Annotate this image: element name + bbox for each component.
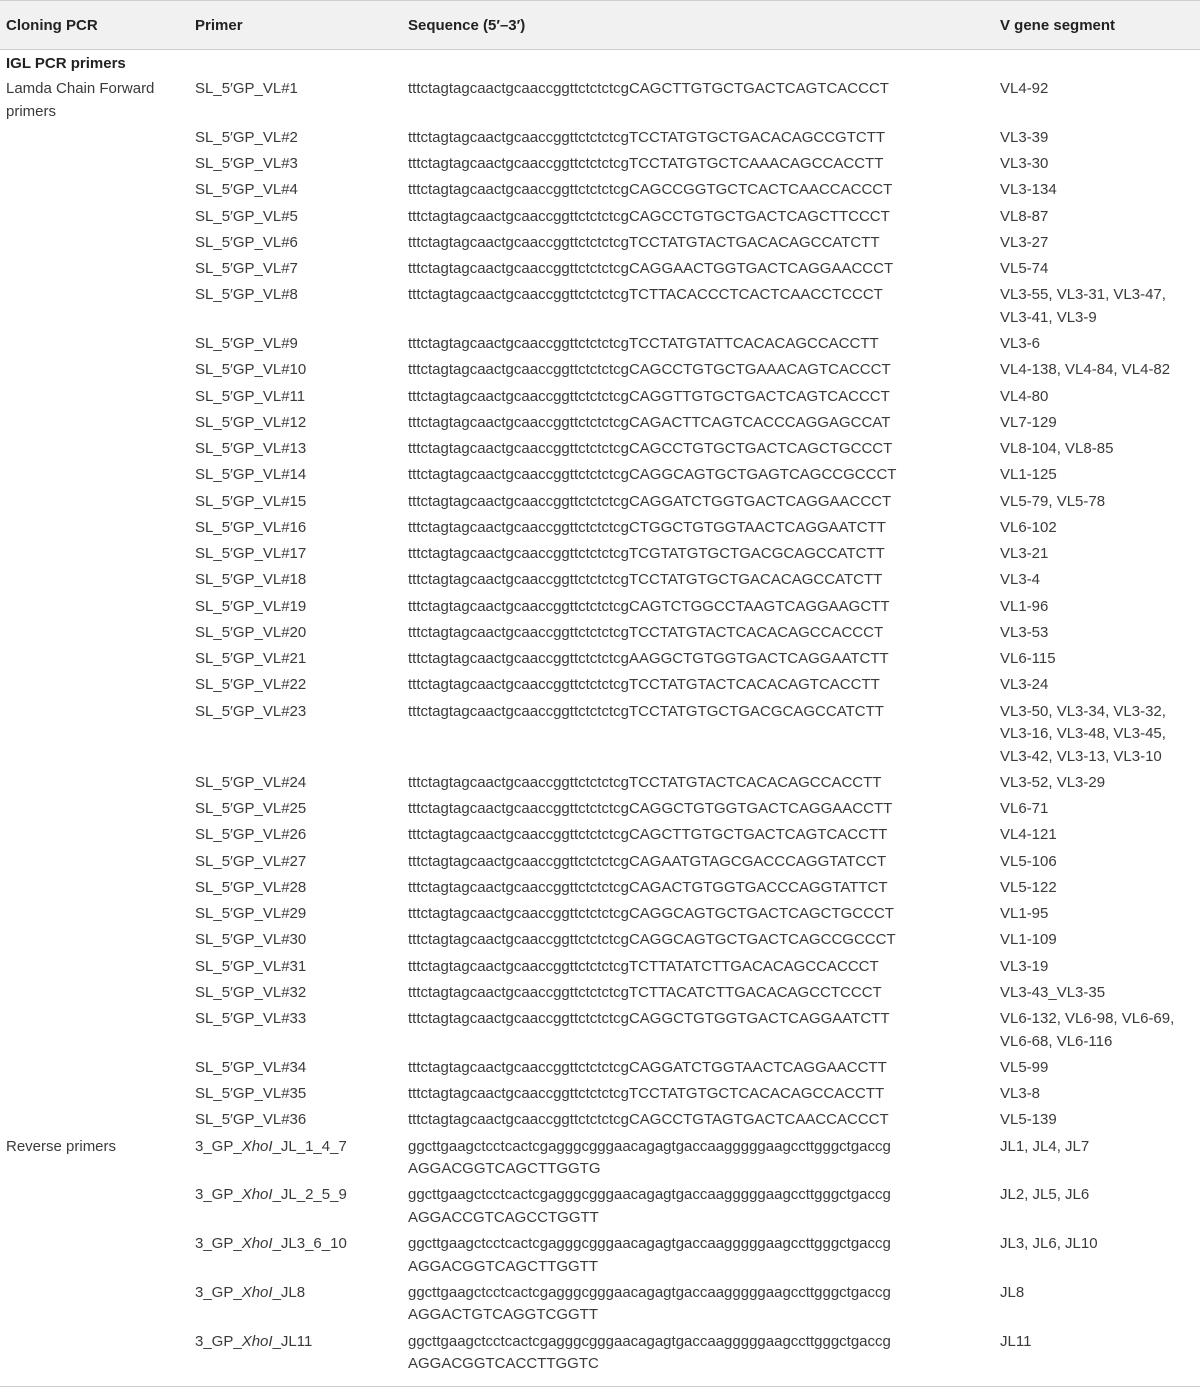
row-primer-name: SL_5′GP_VL#30 [195, 931, 307, 949]
row-primer-name: SL_5′GP_VL#32 [195, 983, 307, 1001]
row-v-gene-segment: VL5-99 [1000, 1058, 1049, 1076]
row-v-gene-segment: VL1-95 [1000, 905, 1049, 922]
row-v-gene-segment: VL1-109 [1000, 931, 1057, 949]
row-sequence: tttctagtagcaactgcaaccggttctctctcgTCGTATGTGCTGACGCAGCCATCTT [408, 545, 885, 562]
row-sequence: tttctagtagcaactgcaaccggttctctctcgTCCTATGTACTGACACAGCCATCTT [408, 233, 880, 251]
row-sequence: tttctagtagcaactgcaaccggttctctctcgCAGGAACTGGTGACTCAGGAACCCT [408, 260, 894, 277]
row-sequence: tttctagtagcaactgcaaccggttctctctcgTCCTATGTACTCACACAGCCACCTT [408, 773, 882, 791]
row-sequence: tttctagtagcaactgcaaccggttctctctcgTCCTATGTGCTCACACAGCCACCTT [408, 1085, 885, 1102]
row-sequence: tttctagtagcaactgcaaccggttctctctcgTCTTATATCTTGACACAGCCACCCT [408, 957, 879, 975]
row-sequence: tttctagtagcaactgcaaccggttctctctcgTCCTATGTATTCACACAGCCACCTT [408, 335, 879, 352]
row-v-gene-segment: VL5-79, VL5-78 [1000, 492, 1106, 510]
row-sequence: tttctagtagcaactgcaaccggttctctctcgCAGGCAGTGCTGAGTCAGCCGCCCT [408, 466, 897, 484]
row-primer-name: SL_5′GP_VL#31 [195, 957, 307, 975]
row-v-gene-segment: VL3-43_VL3-35 [1000, 983, 1106, 1001]
row-sequence: tttctagtagcaactgcaaccggttctctctcgTCCTATGTGCTGACACAGCCGTCTT [408, 128, 886, 146]
row-v-gene-segment: VL8-104, VL8-85 [1000, 440, 1114, 457]
row-v-gene-segment: VL3-30 [1000, 155, 1049, 172]
row-sequence: tttctagtagcaactgcaaccggttctctctcgTCCTATGTACTCACACAGCCACCCT [408, 623, 884, 641]
row-sequence: tttctagtagcaactgcaaccggttctctctcgCAGGCTGTGGTGACTCAGGAATCTT [408, 1010, 890, 1027]
row-v-gene-segment: VL1-96 [1000, 597, 1049, 615]
header-cloning-pcr: Cloning PCR [6, 17, 98, 34]
row-sequence: tttctagtagcaactgcaaccggttctctctcgTCCTATGTGCTCAAACAGCCACCTT [408, 155, 884, 172]
row-v-gene-segment: VL5-106 [1000, 852, 1057, 870]
row-v-gene-segment: VL3-39 [1000, 128, 1049, 146]
header-v-gene-segment: V gene segment [1000, 17, 1116, 34]
row-primer-name: SL_5′GP_VL#4 [195, 181, 298, 199]
row-primer-name: SL_5′GP_VL#2 [195, 128, 298, 146]
row-sequence: tttctagtagcaactgcaaccggttctctctcgCAGGCTGTGGTGACTCAGGAACCTT [408, 800, 893, 817]
row-sequence: tttctagtagcaactgcaaccggttctctctcgCAGACTGTGGTGACCCAGGTATTCT [408, 878, 888, 896]
row-v-gene-segment: VL7-129 [1000, 413, 1057, 431]
row-v-gene-segment: VL6-102 [1000, 518, 1057, 536]
row-v-gene-segment: JL3, JL6, JL10 [1000, 1235, 1098, 1252]
row-v-gene-segment: JL2, JL5, JL6 [1000, 1186, 1090, 1204]
row-v-gene-segment: VL3-8 [1000, 1085, 1041, 1102]
row-primer-name: SL_5′GP_VL#19 [195, 597, 307, 615]
row-group-label: Reverse primers [6, 1137, 117, 1155]
row-sequence: tttctagtagcaactgcaaccggttctctctcgCAGCTTGTGCTGACTCAGTCACCTT [408, 826, 888, 844]
row-primer-name: SL_5′GP_VL#11 [195, 387, 306, 405]
row-primer-name: SL_5′GP_VL#10 [195, 361, 307, 379]
table-header [0, 0, 1200, 50]
bottom-rule [0, 1386, 1200, 1387]
row-primer-name: SL_5′GP_VL#33 [195, 1010, 307, 1027]
row-primer-name: SL_5′GP_VL#14 [195, 466, 307, 484]
row-v-gene-segment: VL3-50, VL3-34, VL3-32, VL3-16, VL3-48, VL3-45, VL3-42, VL3-13, VL3-10 [1000, 702, 1166, 765]
row-sequence: tttctagtagcaactgcaaccggttctctctcgCAGAATGTAGCGACCCAGGTATCCT [408, 852, 887, 870]
row-v-gene-segment: VL6-132, VL6-98, VL6-69, VL6-68, VL6-116 [1000, 1010, 1175, 1050]
row-sequence: tttctagtagcaactgcaaccggttctctctcgTCCTATGTGCTGACGCAGCCATCTT [408, 702, 884, 720]
row-sequence: tttctagtagcaactgcaaccggttctctctcgCAGGCAGTGCTGACTCAGCCGCCCT [408, 931, 896, 949]
row-primer-name: SL_5′GP_VL#1 [195, 80, 298, 97]
row-sequence: ggcttgaagctcctcactcgagggcgggaacagagtgaccaagggggaagccttgggctgaccg AGGACGGTCAGCTTGGTG [408, 1137, 891, 1177]
section-title: IGL PCR primers [6, 55, 126, 72]
row-group-label: Lamda Chain Forward primers [6, 80, 155, 120]
row-v-gene-segment: VL4-92 [1000, 80, 1049, 97]
row-primer-name: 3_GP_XhoI_JL_1_4_7 [195, 1137, 347, 1155]
row-primer-name: SL_5′GP_VL#12 [195, 413, 307, 431]
row-v-gene-segment: JL1, JL4, JL7 [1000, 1137, 1090, 1155]
row-v-gene-segment: VL6-71 [1000, 800, 1049, 817]
row-primer-name: SL_5′GP_VL#24 [195, 773, 307, 791]
row-sequence: tttctagtagcaactgcaaccggttctctctcgCAGGCAGTGCTGACTCAGCTGCCCT [408, 905, 894, 922]
row-v-gene-segment: VL5-122 [1000, 878, 1057, 896]
row-v-gene-segment: VL8-87 [1000, 207, 1049, 225]
row-primer-name: SL_5′GP_VL#21 [195, 650, 307, 667]
row-v-gene-segment: VL5-74 [1000, 260, 1049, 277]
row-sequence: tttctagtagcaactgcaaccggttctctctcgCAGGATCTGGTAACTCAGGAACCTT [408, 1058, 887, 1076]
row-sequence: tttctagtagcaactgcaaccggttctctctcgCAGCCTGTAGTGACTCAACCACCCT [408, 1111, 889, 1129]
row-sequence: tttctagtagcaactgcaaccggttctctctcgCAGGTTGTGCTGACTCAGTCACCCT [408, 387, 890, 405]
row-primer-name: SL_5′GP_VL#34 [195, 1058, 307, 1076]
row-v-gene-segment: VL3-21 [1000, 545, 1049, 562]
row-sequence: tttctagtagcaactgcaaccggttctctctcgCAGACTTCAGTCACCCAGGAGCCAT [408, 413, 891, 431]
row-v-gene-segment: VL3-52, VL3-29 [1000, 773, 1106, 791]
header-sequence: Sequence (5′–3′) [408, 17, 526, 34]
row-v-gene-segment: JL11 [1000, 1332, 1032, 1350]
row-primer-name: SL_5′GP_VL#22 [195, 676, 307, 694]
row-sequence: tttctagtagcaactgcaaccggttctctctcgCAGCCTGTGCTGAAACAGTCACCCT [408, 361, 891, 379]
row-sequence: ggcttgaagctcctcactcgagggcgggaacagagtgaccaagggggaagccttgggctgaccg AGGACGGTCAGCTTGGTT [408, 1235, 891, 1275]
row-primer-name: SL_5′GP_VL#9 [195, 335, 298, 352]
row-v-gene-segment: VL4-121 [1000, 826, 1057, 844]
row-primer-name: SL_5′GP_VL#16 [195, 518, 307, 536]
row-sequence: tttctagtagcaactgcaaccggttctctctcgCAGCTTGTGCTGACTCAGTCACCCT [408, 80, 889, 97]
row-v-gene-segment: VL5-139 [1000, 1111, 1057, 1129]
row-primer-name: 3_GP_XhoI_JL11 [195, 1332, 313, 1350]
row-sequence: tttctagtagcaactgcaaccggttctctctcgCAGCCGGTGCTCACTCAACCACCCT [408, 181, 893, 199]
row-v-gene-segment: VL3-134 [1000, 181, 1057, 199]
row-primer-name: SL_5′GP_VL#7 [195, 260, 298, 277]
row-sequence: tttctagtagcaactgcaaccggttctctctcgTCCTATGTACTCACACAGTCACCTT [408, 676, 880, 694]
row-primer-name: SL_5′GP_VL#25 [195, 800, 307, 817]
row-v-gene-segment: VL3-4 [1000, 571, 1041, 589]
row-sequence: ggcttgaagctcctcactcgagggcgggaacagagtgaccaagggggaagccttgggctgaccg AGGACGGTCACCTTGGTC [408, 1332, 891, 1372]
row-v-gene-segment: VL1-125 [1000, 466, 1057, 484]
row-sequence: tttctagtagcaactgcaaccggttctctctcgTCTTACACCCTCACTCAACCTCCCT [408, 286, 883, 304]
header-primer: Primer [195, 17, 243, 34]
row-sequence: ggcttgaagctcctcactcgagggcgggaacagagtgaccaagggggaagccttgggctgaccg AGGACCGTCAGCCTGGTT [408, 1186, 891, 1226]
row-primer-name: SL_5′GP_VL#29 [195, 905, 307, 922]
row-v-gene-segment: VL3-27 [1000, 233, 1049, 251]
row-primer-name: SL_5′GP_VL#13 [195, 440, 307, 457]
row-primer-name: SL_5′GP_VL#17 [195, 545, 307, 562]
row-primer-name: SL_5′GP_VL#5 [195, 207, 298, 225]
row-v-gene-segment: VL3-19 [1000, 957, 1049, 975]
row-v-gene-segment: VL4-138, VL4-84, VL4-82 [1000, 361, 1171, 379]
row-v-gene-segment: VL3-55, VL3-31, VL3-47, VL3-41, VL3-9 [1000, 286, 1166, 326]
row-primer-name: 3_GP_XhoI_JL3_6_10 [195, 1235, 347, 1252]
row-primer-name: SL_5′GP_VL#20 [195, 623, 307, 641]
row-sequence: tttctagtagcaactgcaaccggttctctctcgCAGGATCTGGTGACTCAGGAACCCT [408, 492, 892, 510]
row-primer-name: SL_5′GP_VL#6 [195, 233, 298, 251]
row-sequence: tttctagtagcaactgcaaccggttctctctcgCAGCCTGTGCTGACTCAGCTTCCCT [408, 207, 890, 225]
row-primer-name: SL_5′GP_VL#26 [195, 826, 307, 844]
row-primer-name: SL_5′GP_VL#23 [195, 702, 307, 720]
row-sequence: tttctagtagcaactgcaaccggttctctctcgTCTTACATCTTGACACAGCCTCCCT [408, 983, 882, 1001]
row-primer-name: SL_5′GP_VL#35 [195, 1085, 307, 1102]
row-v-gene-segment: VL3-24 [1000, 676, 1049, 694]
row-v-gene-segment: VL3-6 [1000, 335, 1041, 352]
row-primer-name: SL_5′GP_VL#15 [195, 492, 307, 510]
row-sequence: ggcttgaagctcctcactcgagggcgggaacagagtgaccaagggggaagccttgggctgaccg AGGACTGTCAGGTCGGTT [408, 1283, 891, 1324]
row-sequence: tttctagtagcaactgcaaccggttctctctcgAAGGCTGTGGTGACTCAGGAATCTT [408, 650, 889, 667]
row-primer-name: SL_5′GP_VL#36 [195, 1111, 307, 1129]
row-primer-name: SL_5′GP_VL#8 [195, 286, 298, 304]
row-sequence: tttctagtagcaactgcaaccggttctctctcgTCCTATGTGCTGACACAGCCATCTT [408, 571, 883, 589]
row-sequence: tttctagtagcaactgcaaccggttctctctcgCAGCCTGTGCTGACTCAGCTGCCCT [408, 440, 893, 457]
row-primer-name: SL_5′GP_VL#18 [195, 571, 307, 589]
row-v-gene-segment: JL8 [1000, 1283, 1025, 1301]
row-primer-name: SL_5′GP_VL#3 [195, 155, 298, 172]
row-sequence: tttctagtagcaactgcaaccggttctctctcgCTGGCTGTGGTAACTCAGGAATCTT [408, 518, 886, 536]
row-v-gene-segment: VL4-80 [1000, 387, 1049, 405]
row-primer-name: SL_5′GP_VL#27 [195, 852, 307, 870]
row-primer-name: SL_5′GP_VL#28 [195, 878, 307, 896]
row-primer-name: 3_GP_XhoI_JL8 [195, 1283, 306, 1301]
row-v-gene-segment: VL3-53 [1000, 623, 1049, 641]
row-primer-name: 3_GP_XhoI_JL_2_5_9 [195, 1186, 347, 1204]
row-sequence: tttctagtagcaactgcaaccggttctctctcgCAGTCTGGCCTAAGTCAGGAAGCTT [408, 597, 890, 615]
row-v-gene-segment: VL6-115 [1000, 650, 1056, 667]
